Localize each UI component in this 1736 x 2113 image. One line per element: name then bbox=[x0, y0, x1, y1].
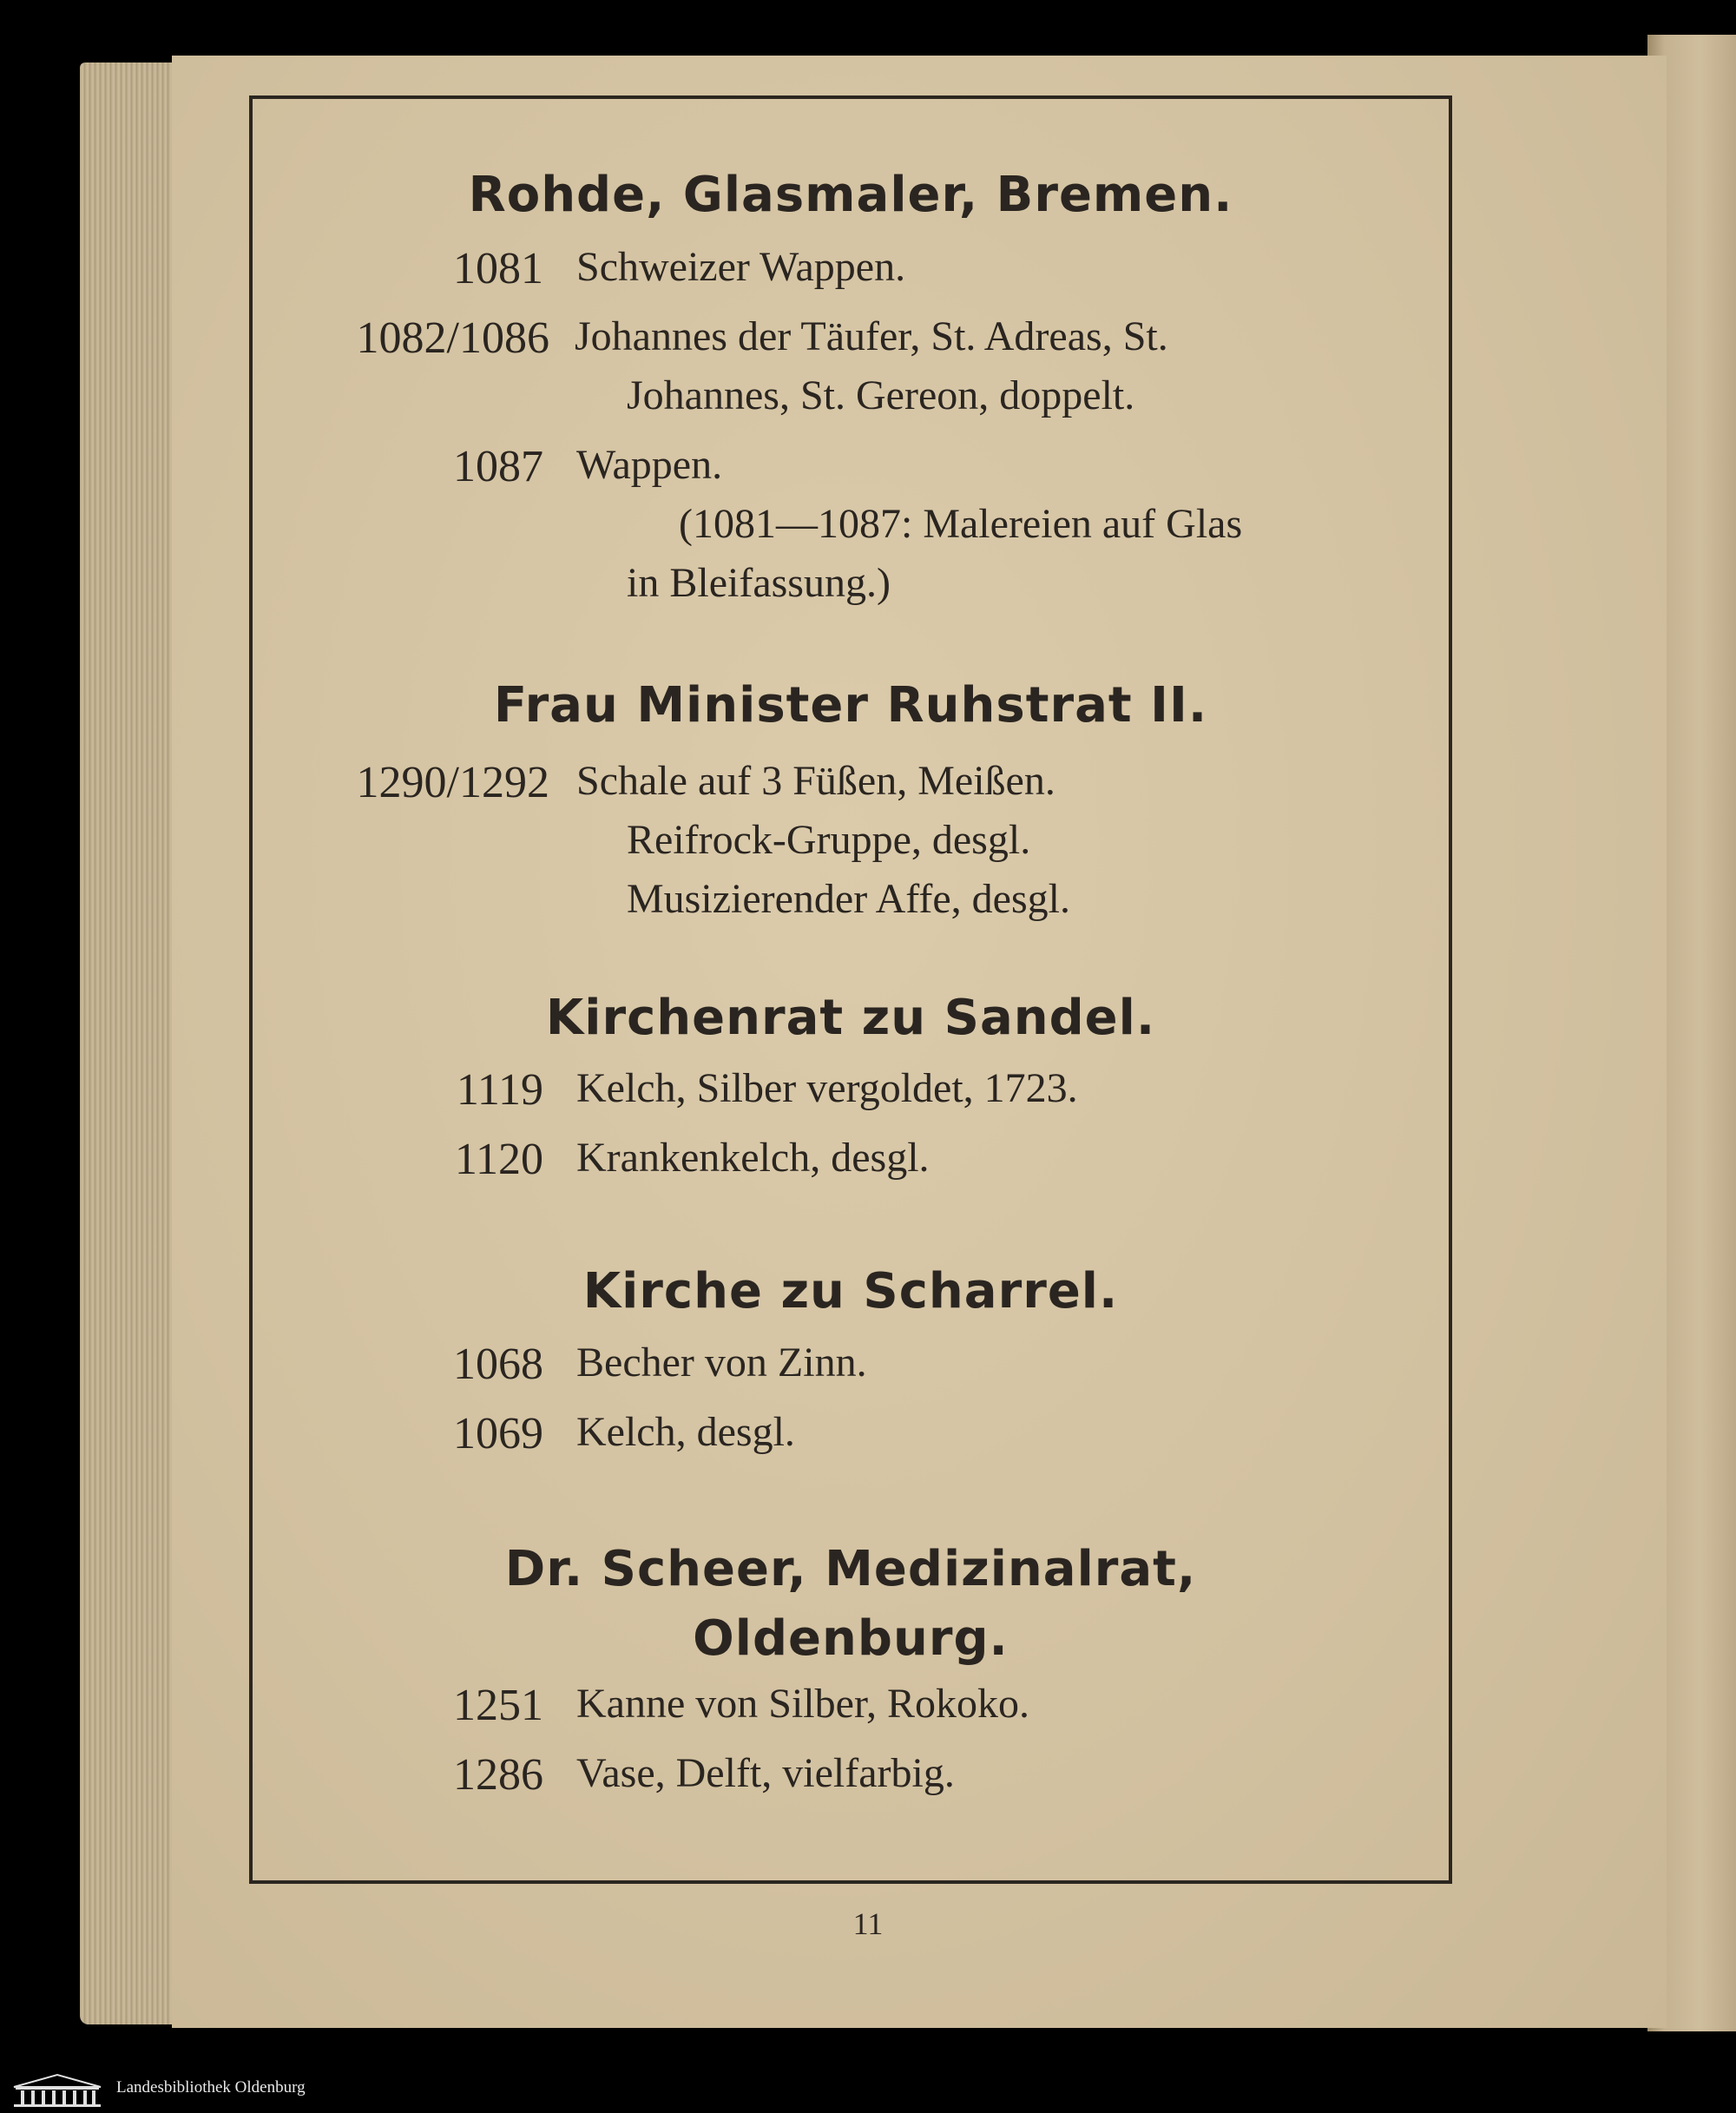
entry-continuation: Johannes, St. Gereon, doppelt. bbox=[627, 372, 1135, 418]
section-heading-scheer: Dr. Scheer, Medizinalrat, bbox=[504, 1541, 1197, 1597]
library-footer-bar bbox=[0, 2068, 1736, 2113]
entry-number: 1069 bbox=[453, 1409, 543, 1458]
entry-number: 1082/1086 bbox=[356, 313, 549, 363]
library-building-icon bbox=[10, 2073, 104, 2108]
section-heading-ruhstrat: Frau Minister Ruhstrat II. bbox=[493, 677, 1208, 734]
entry-number: 1087 bbox=[453, 442, 543, 491]
entry-description: Krankenkelch, desgl. bbox=[576, 1135, 930, 1181]
section-heading-rohde: Rohde, Glasmaler, Bremen. bbox=[468, 167, 1233, 223]
entry-number: 1119 bbox=[456, 1065, 543, 1115]
catalog-entry bbox=[249, 1680, 1452, 1749]
entry-number: 1068 bbox=[453, 1340, 543, 1389]
entry-description: Kelch, desgl. bbox=[576, 1409, 795, 1455]
entry-description: Johannes der Täufer, St. Adreas, St. bbox=[575, 313, 1168, 359]
section-heading-scharrel: Kirche zu Scharrel. bbox=[582, 1263, 1119, 1320]
catalog-entry bbox=[249, 1064, 1452, 1134]
entry-number: 1120 bbox=[454, 1135, 543, 1184]
page-content bbox=[249, 95, 1452, 1884]
catalog-entry bbox=[249, 243, 1452, 313]
entry-description: Kanne von Silber, Rokoko. bbox=[576, 1681, 1030, 1727]
entry-description: Wappen. bbox=[576, 442, 723, 488]
catalog-entry bbox=[249, 1339, 1452, 1408]
entry-continuation: Musizierender Affe, desgl. bbox=[627, 876, 1070, 922]
entry-description: Kelch, Silber vergoldet, 1723. bbox=[576, 1065, 1078, 1111]
entry-number: 1290/1292 bbox=[356, 758, 549, 807]
entry-note: (1081—1087: Malereien auf Glas bbox=[679, 501, 1243, 547]
page-number: 11 bbox=[852, 1906, 884, 1941]
section-heading-sandel: Kirchenrat zu Sandel. bbox=[545, 990, 1156, 1046]
entry-continuation: Reifrock-Gruppe, desgl. bbox=[627, 817, 1031, 863]
entry-note: in Bleifassung.) bbox=[627, 560, 891, 606]
catalog-entry bbox=[249, 1749, 1452, 1819]
entry-number: 1286 bbox=[453, 1750, 543, 1800]
entry-description: Schale auf 3 Füßen, Meißen. bbox=[576, 758, 1055, 804]
catalog-entry bbox=[249, 1408, 1452, 1478]
entry-description: Schweizer Wappen. bbox=[576, 244, 906, 290]
entry-number: 1081 bbox=[453, 244, 543, 293]
catalog-entry bbox=[249, 1134, 1452, 1203]
section-heading-scheer-line2: Oldenburg. bbox=[693, 1610, 1009, 1667]
library-name: Landesbibliothek Oldenburg bbox=[116, 2078, 306, 2097]
entry-description: Vase, Delft, vielfarbig. bbox=[576, 1750, 955, 1796]
entry-number: 1251 bbox=[453, 1681, 543, 1730]
entry-description: Becher von Zinn. bbox=[576, 1340, 867, 1386]
